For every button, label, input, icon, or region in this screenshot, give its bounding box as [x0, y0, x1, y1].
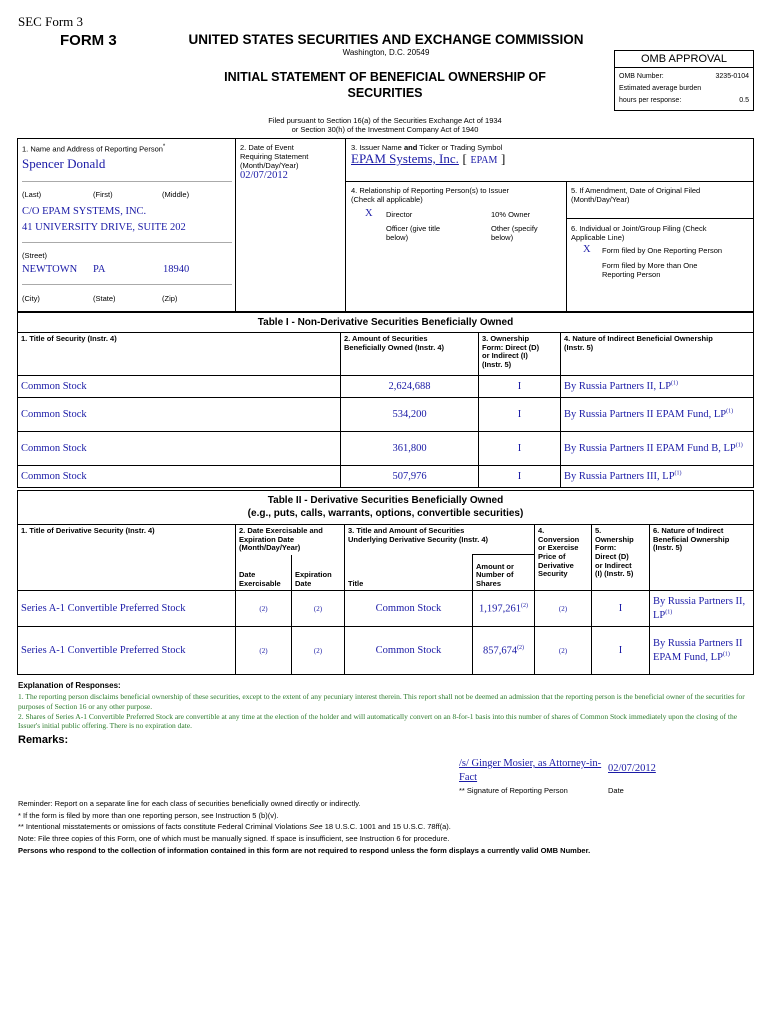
derivative-title: Series A-1 Convertible Preferred Stock	[18, 627, 236, 675]
street-label: (Street)	[22, 251, 48, 260]
ownership-nature: By Russia Partners II EPAM Fund B, LP$^{(1)}$	[561, 432, 754, 466]
derivative-title: Series A-1 Convertible Preferred Stock	[18, 591, 236, 627]
omb-hours: 0.5	[739, 96, 749, 104]
footer	[18, 798, 754, 856]
last-label: (Last)	[22, 190, 42, 199]
explanation-title: Explanation of Responses:	[18, 681, 121, 690]
state-label: (State)	[93, 294, 116, 303]
footer-instruction: * If the form is filed by more than one reporting person, see Instruction 5 (b)(v).	[18, 810, 279, 820]
table-row	[18, 627, 754, 675]
ownership-nature: By Russia Partners II, LP$^{(1)}$	[561, 376, 754, 398]
footer-note: Note: File three copies of this Form, one of which must be manually signed. If space is insufficient, see Instruction 6 for procedure.	[18, 833, 450, 843]
underlying-title: Common Stock	[345, 591, 473, 627]
table2-header-subtitle: Title	[345, 555, 473, 591]
signature-label: ** Signature of Reporting Person	[459, 786, 568, 795]
table1-header-nature: 4. Nature of Indirect Beneficial Ownership (Instr. 5)	[561, 333, 754, 376]
joint-filing-label: 6. Individual or Joint/Group Filing (Check Applicable Line)	[571, 224, 707, 242]
first-label: (First)	[93, 190, 113, 199]
table2-header-exercisable: Date Exercisable	[236, 555, 292, 591]
officer-label: Officer (give title below)	[386, 224, 441, 242]
security-amount: 507,976	[341, 466, 479, 488]
middle-label: (Middle)	[162, 190, 190, 199]
omb-title: OMB APPROVAL	[615, 51, 753, 68]
footer-violations: ** Intentional misstatements or omissions of facts constitute Federal Criminal Violations See 18 U.S.C. 1001 and 15 U.S.C. 78ff(a).	[18, 822, 451, 832]
table2-header-price: 4. Conversion or Exercise Price of Derivative Security	[535, 525, 592, 591]
issuer-name[interactable]: EPAM Systems, Inc. [ EPAM ]	[351, 151, 506, 166]
address-line-2: 41 UNIVERSITY DRIVE, SUITE 202	[22, 222, 186, 233]
address-line-1: C/O EPAM SYSTEMS, INC.	[22, 206, 147, 217]
table1-title: Table I - Non-Derivative Securities Beneficially Owned	[18, 313, 754, 333]
event-date-label: 2. Date of Event Requiring Statement (Month/Day/Year)	[240, 143, 309, 170]
table2-header-underlying: 3. Title and Amount of Securities Underlying Derivative Security (Instr. 4)	[345, 525, 535, 555]
form-number: FORM 3	[60, 32, 117, 49]
reporting-person-name[interactable]: Spencer Donald	[22, 156, 106, 171]
director-label: Director	[386, 210, 413, 219]
ownership-form: I	[479, 376, 561, 398]
relationship-label: 4. Relationship of Reporting Person(s) to Issuer (Check all applicable)	[351, 186, 509, 204]
commission-city: Washington, D.C. 20549	[342, 48, 430, 57]
ownership-form: I	[479, 398, 561, 432]
signature-date: 02/07/2012	[608, 763, 656, 774]
director-check[interactable]: X	[365, 208, 373, 219]
date-exercisable: (2)	[236, 591, 292, 627]
owner-label: 10% Owner	[491, 210, 531, 219]
one-person-label: Form filed by One Reporting Person	[602, 246, 723, 255]
state-value: PA	[93, 264, 106, 275]
table1-header-amount: 2. Amount of Securities Beneficially Owned (Instr. 4)	[341, 333, 479, 376]
security-title: Common Stock	[18, 376, 341, 398]
issuer-label: 3. Issuer Name and Ticker or Trading Symbol	[351, 143, 503, 152]
ownership-nature: By Russia Partners II EPAM Fund, LP$^{(1)}$	[650, 627, 754, 675]
table2-header-nature: 6. Nature of Indirect Beneficial Ownership (Instr. 5)	[650, 525, 754, 591]
explanation-section	[18, 681, 754, 746]
more-person-label: Form filed by More than One Reporting Person	[602, 261, 698, 279]
expiration-date: (2)	[292, 591, 345, 627]
table-row	[18, 466, 754, 488]
event-date: 02/07/2012	[240, 170, 288, 181]
footnote-1: 1. The reporting person disclaims beneficial ownership of these securities, except to the extent of any pecuniary interest therein. This report shall not be deemed an admission that the reporting person is the beneficial owner of the securities for purposes of Section 16 or any other purpose.	[18, 692, 745, 711]
security-title: Common Stock	[18, 466, 341, 488]
table2-header-shares: Amount or Number of Shares	[473, 555, 535, 591]
conversion-price: (2)	[535, 591, 592, 627]
security-title: Common Stock	[18, 432, 341, 466]
footer-reminder: Reminder: Report on a separate line for each class of securities beneficially owned directly or indirectly.	[18, 799, 361, 808]
security-title: Common Stock	[18, 398, 341, 432]
table-row	[18, 376, 754, 398]
footnote-2: 2. Shares of Series A-1 Convertible Preferred Stock are convertible at any time at the election of the holder and will automatically convert on an 8-for-1 basis into this number of shares of Common Stock immediately upon the closing of the Issuer's initial public offering. There is no expiration date.	[18, 711, 738, 731]
table1-header-form: 3. Ownership Form: Direct (D) or Indirect (I) (Instr. 5)	[479, 333, 561, 376]
underlying-title: Common Stock	[345, 627, 473, 675]
city-label: (City)	[22, 294, 40, 303]
table2-header-date: 2. Date Exercisable and Expiration Date (Month/Day/Year)	[236, 525, 345, 555]
amendment-label: 5. If Amendment, Date of Original Filed (Month/Day/Year)	[571, 186, 701, 204]
footer-omb-notice: Persons who respond to the collection of information contained in this form are not required to respond unless the form displays a currently valid OMB Number.	[18, 845, 591, 855]
reporting-person-label: 1. Name and Address of Reporting Person*	[22, 144, 166, 154]
expiration-date: (2)	[292, 627, 345, 675]
security-amount: 534,200	[341, 398, 479, 432]
underlying-shares: 857,674$^{(2)}$	[473, 627, 535, 675]
table2-header-form: 5. Ownership Form: Direct (D) or Indirect (I) (Instr. 5)	[592, 525, 650, 591]
ownership-form: I	[479, 466, 561, 488]
underlying-shares: 1,197,261$^{(2)}$	[473, 591, 535, 627]
table2-title: Table II - Derivative Securities Beneficially Owned (e.g., puts, calls, warrants, options, convertible securities)	[18, 491, 754, 525]
sec-form-label: SEC Form 3	[18, 14, 84, 29]
ownership-form: I	[479, 432, 561, 466]
ownership-nature: By Russia Partners II EPAM Fund, LP$^{(1)}$	[561, 398, 754, 432]
table-row	[18, 591, 754, 627]
other-label: Other (specify below)	[491, 224, 538, 242]
conversion-price: (2)	[535, 627, 592, 675]
ownership-form: I	[592, 591, 650, 627]
table1-header-title: 1. Title of Security (Instr. 4)	[18, 333, 341, 376]
table-row	[18, 398, 754, 432]
security-amount: 361,800	[341, 432, 479, 466]
page-title: INITIAL STATEMENT OF BENEFICIAL OWNERSHIP OF SECURITIES	[224, 70, 546, 100]
remarks-title: Remarks:	[18, 734, 69, 746]
date-label: Date	[608, 786, 624, 795]
signature: /s/ Ginger Mosier, as Attorney-in-Fact	[459, 758, 602, 783]
city-value: NEWTOWN	[22, 264, 78, 275]
zip-label: (Zip)	[162, 294, 178, 303]
table-row	[18, 432, 754, 466]
table2-header-title: 1. Title of Derivative Security (Instr. 4)	[18, 525, 236, 591]
one-person-check[interactable]: X	[583, 244, 591, 255]
ownership-nature: By Russia Partners III, LP$^{(1)}$	[561, 466, 754, 488]
zip-value: 18940	[163, 264, 190, 275]
omb-number: 3235-0104	[715, 73, 749, 80]
security-amount: 2,624,688	[341, 376, 479, 398]
table-derivative	[17, 490, 754, 675]
table-non-derivative	[17, 312, 754, 488]
omb-approval-box: OMB APPROVAL OMB Number: 3235-0104 Estimated average burden hours per response: 0.5	[614, 50, 754, 111]
filed-pursuant: Filed pursuant to Section 16(a) of the Securities Exchange Act of 1934 or Section 30(h) of the Investment Company Act of 1940	[268, 116, 502, 135]
table2-header-expiration: Expiration Date	[292, 555, 345, 591]
commission-title: UNITED STATES SECURITIES AND EXCHANGE COMMISSION	[188, 32, 584, 47]
ownership-form: I	[592, 627, 650, 675]
date-exercisable: (2)	[236, 627, 292, 675]
ownership-nature: By Russia Partners II, LP$^{(1)}$	[650, 591, 754, 627]
